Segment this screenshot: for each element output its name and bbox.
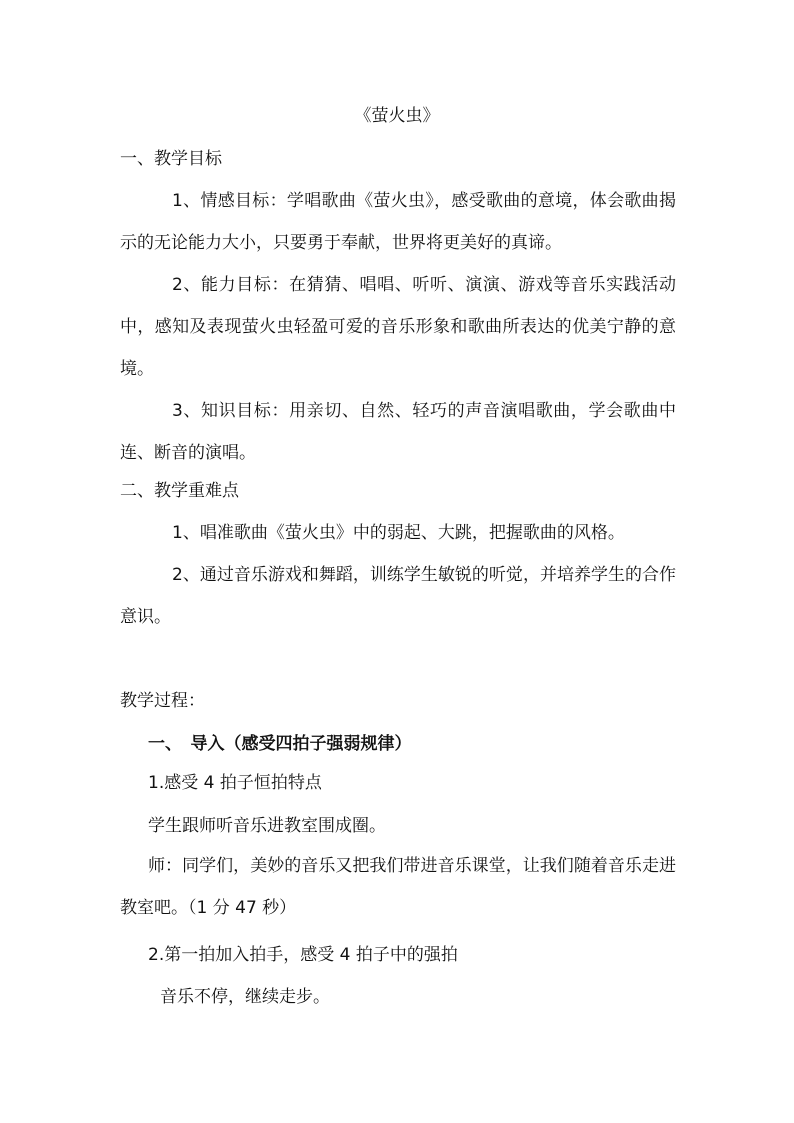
goal-paragraph-1: 1、情感目标：学唱歌曲《萤火虫》，感受歌曲的意境，体会歌曲揭示的无论能力大小，只要勇于奉献，世界将更美好的真谛。 bbox=[120, 191, 676, 253]
step-item-2-description: 音乐不停，继续走步。 bbox=[160, 987, 330, 1007]
page-title: 《萤火虫》 bbox=[354, 106, 440, 126]
key-point-paragraph-2: 2、通过音乐游戏和舞蹈，训练学生敏锐的听觉，并培养学生的合作意识。 bbox=[120, 565, 676, 627]
step-item-2: 2.第一拍加入拍手，感受 4 拍子中的强拍 bbox=[148, 945, 458, 965]
section-heading-key-points: 二、教学重难点 bbox=[120, 481, 239, 501]
step-heading-intro: 一、 导入（感受四拍子强弱规律） bbox=[148, 734, 412, 754]
key-point-paragraph-1: 1、唱准歌曲《萤火虫》中的弱起、大跳，把握歌曲的风格。 bbox=[172, 523, 625, 543]
step-item-1: 1.感受 4 拍子恒拍特点 bbox=[148, 773, 322, 793]
teacher-speech-paragraph: 师：同学们，美妙的音乐又把我们带进音乐课堂，让我们随着音乐走进教室吧。（1 分 47 秒） bbox=[120, 856, 676, 918]
section-heading-goals: 一、教学目标 bbox=[120, 149, 222, 169]
process-heading: 教学过程： bbox=[120, 691, 205, 711]
goal-paragraph-3: 3、知识目标：用亲切、自然、轻巧的声音演唱歌曲，学会歌曲中连、断音的演唱。 bbox=[120, 401, 676, 463]
step-item-1-description: 学生跟师听音乐进教室围成圈。 bbox=[148, 816, 386, 836]
goal-paragraph-2: 2、能力目标：在猜猜、唱唱、听听、演演、游戏等音乐实践活动中，感知及表现萤火虫轻盈可爱的音乐形象和歌曲所表达的优美宁静的意境。 bbox=[120, 275, 676, 379]
